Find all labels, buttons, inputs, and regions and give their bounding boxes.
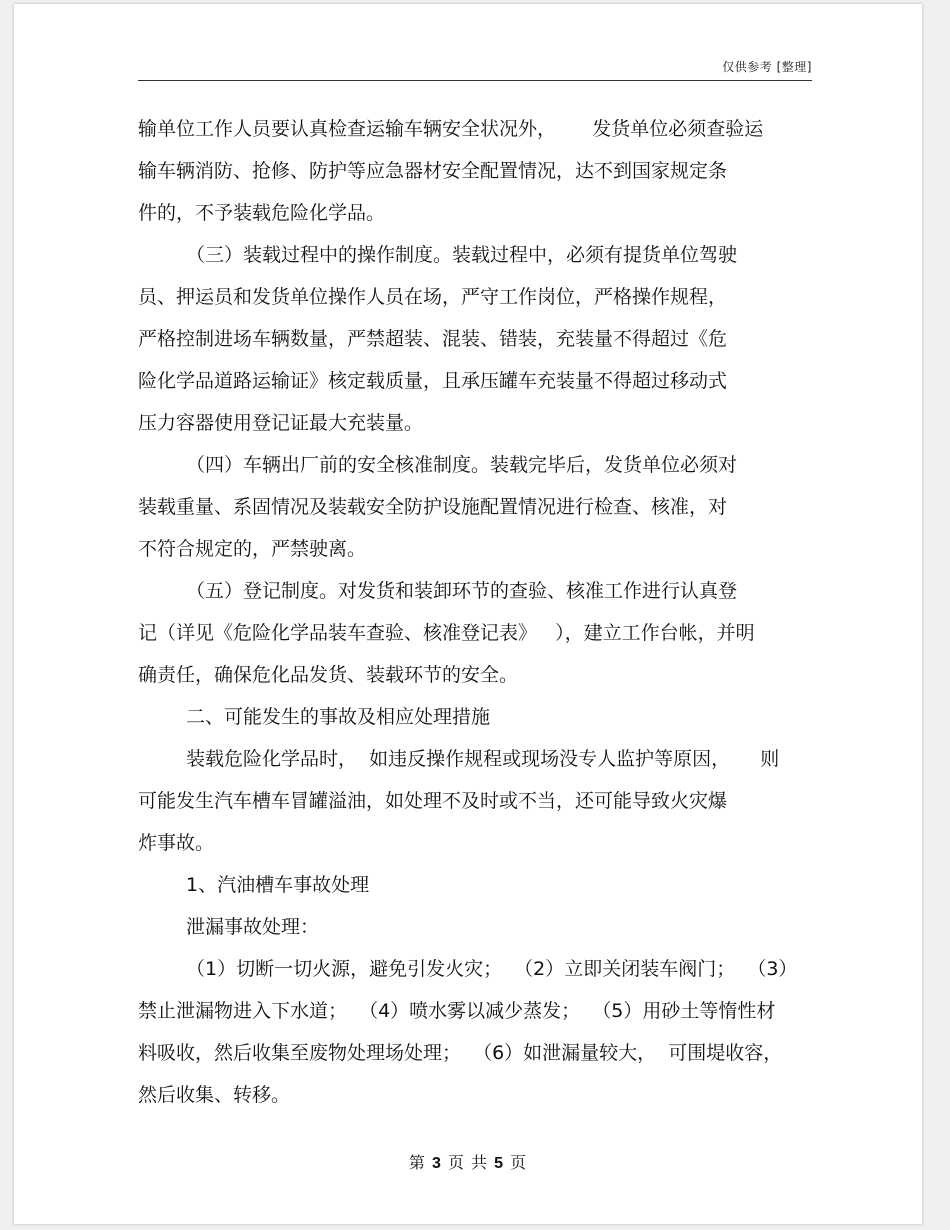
header-rule	[138, 80, 812, 81]
footer-page-number: 3	[431, 1155, 442, 1172]
text-line: 可能发生汽车槽车冒罐溢油，如处理不及时或不当，还可能导致火灾爆	[138, 790, 728, 812]
text-line: 压力容器使用登记证最大充装量。	[138, 412, 424, 434]
footer-total-pages: 5	[494, 1155, 505, 1172]
text-line: 1、汽油槽车事故处理	[186, 874, 370, 896]
header-bracket-label: [整理]	[776, 60, 812, 74]
text-line: 装载重量、系固情况及装载安全防护设施配置情况进行检查、核准，对	[138, 496, 728, 518]
text-line: 严格控制进场车辆数量，严禁超装、混装、错装，充装量不得超过《危	[138, 328, 728, 350]
text-line: 记（详见《危险化学品装车查验、核准登记表》 ），建立工作台帐，并明	[138, 622, 755, 644]
text-line: （1）切断一切火源，避免引发火灾； （2）立即关闭装车阀门； （3）	[186, 958, 798, 980]
text-line: 然后收集、转移。	[138, 1084, 291, 1106]
text-line: 输车辆消防、抢修、防护等应急器材安全配置情况，达不到国家规定条	[138, 160, 728, 182]
text-line: 炸事故。	[138, 832, 215, 854]
footer-suffix: 页	[510, 1153, 528, 1172]
text-line: 件的，不予装载危险化学品。	[138, 202, 386, 224]
footer-prefix: 第	[408, 1153, 426, 1172]
text-line: 装载危险化学品时， 如违反操作规程或现场没专人监护等原因， 则	[186, 748, 780, 770]
text-line: （三）装载过程中的操作制度。装载过程中，必须有提货单位驾驶	[186, 244, 738, 266]
header-tag-text: 仅供参考	[722, 60, 773, 74]
page-footer	[14, 1150, 922, 1173]
text-line: 料吸收，然后收集至废物处理场处理； （6）如泄漏量较大， 可围堤收容，	[138, 1042, 783, 1064]
text-line: （四）车辆出厂前的安全核准制度。装载完毕后，发货单位必须对	[186, 454, 738, 476]
text-line: 二、可能发生的事故及相应处理措施	[186, 706, 491, 728]
body-text	[138, 108, 814, 1116]
text-line: 险化学品道路运输证》核定载质量，且承压罐车充装量不得超过移动式	[138, 370, 728, 392]
text-line: 输单位工作人员要认真检查运输车辆安全状况外， 发货单位必须查验运	[138, 118, 764, 140]
document-page	[14, 4, 922, 1224]
text-line: （五）登记制度。对发货和装卸环节的查验、核准工作进行认真登	[186, 580, 738, 602]
text-line: 禁止泄漏物进入下水道； （4）喷水雾以减少蒸发； （5）用砂土等惰性材	[138, 1000, 776, 1022]
text-line: 泄漏事故处理：	[186, 916, 320, 938]
text-line: 员、押运员和发货单位操作人员在场，严守工作岗位，严格操作规程，	[138, 286, 728, 308]
text-line: 确责任，确保危化品发货、装载环节的安全。	[138, 664, 519, 686]
text-line: 不符合规定的，严禁驶离。	[138, 538, 367, 560]
footer-middle: 页 共	[447, 1153, 489, 1172]
header-tag	[722, 58, 812, 75]
